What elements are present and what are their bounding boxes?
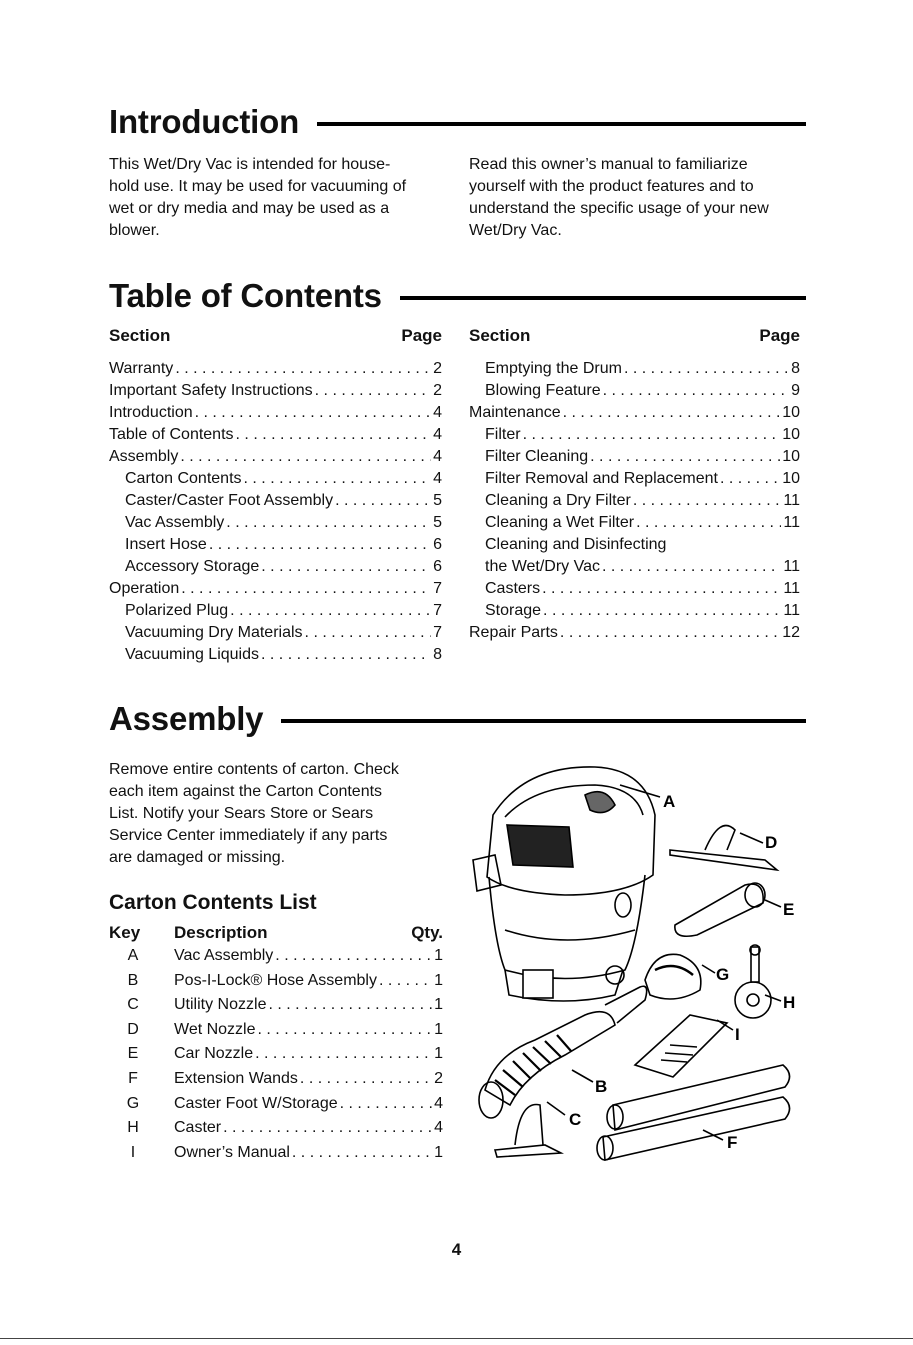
toc-leader-dots [261,644,431,666]
carton-leader-dots [268,996,432,1014]
toc-entry-page: 2 [433,360,442,377]
toc-entry-label: Filter Removal and Replacement [485,470,718,487]
toc-leader-dots [636,512,781,534]
toc-entry-page: 2 [433,382,442,399]
toc-entry [469,380,800,402]
toc-leader-dots [315,380,431,402]
toc-entry [469,578,800,600]
toc-entry-page: 5 [433,492,442,509]
carton-leader-dots [292,1144,432,1162]
label-h: H [783,993,796,1012]
toc-entry [109,622,442,644]
label-a: A [663,792,676,811]
toc-entry [469,424,800,446]
label-i: I [735,1025,740,1044]
toc-entry-label: Cleaning a Wet Filter [485,514,635,531]
page-number: 4 [451,1240,462,1259]
toc-entry-page: 11 [783,558,800,575]
toc-entry-page: 7 [433,602,442,619]
carton-row [109,1095,443,1120]
assembly-title: Assembly [109,700,264,737]
toc-entry-page: 8 [791,360,800,377]
toc-leader-dots [305,622,432,644]
toc-entry-page: 10 [782,448,800,465]
toc-entry [109,468,442,490]
toc-entry-label: Accessory Storage [125,558,260,575]
toc-entry-page: 11 [783,602,800,619]
hose-drawing [479,986,647,1118]
toc-entry-page: 5 [433,514,442,531]
toc-page-label: Page [759,326,800,345]
wet-nozzle-drawing [670,826,777,871]
toc-entry [109,644,442,666]
intro-right-text: Read this owner’s manual to familiarize yourself with the product features and to understand the specific usage of your new Wet/Dry Vac. [469,156,769,239]
toc-entry-page: 4 [433,426,442,443]
carton-key: D [127,1020,139,1038]
owners-manual-drawing [635,1015,727,1077]
carton-description: Extension Wands [174,1069,298,1087]
toc-entry [469,446,800,468]
carton-row [109,1070,443,1095]
assembly-text: Remove entire contents of carton. Check each item against the Carton Contents List. Notify your Sears Store or Sears Service Center immediately if any parts are damaged or missing. [109,761,399,866]
carton-key: F [128,1069,138,1087]
toc-left-column [109,325,442,666]
carton-leader-dots [275,947,432,965]
carton-description: Caster Foot W/Storage [174,1094,338,1112]
carton-row [109,1119,443,1144]
carton-row [109,972,443,997]
toc-right-list [469,358,800,644]
heading-rule [317,122,806,126]
toc-entry-label: Vac Assembly [125,514,225,531]
toc-entry [469,534,800,556]
toc-leader-dots [175,358,431,380]
toc-entry-page: 10 [782,404,800,421]
intro-right-column [469,154,809,242]
carton-key: E [127,1045,139,1063]
toc-entry [469,622,800,644]
toc-entry-page: 12 [782,624,800,641]
toc-entry-page: 6 [433,536,442,553]
carton-key: I [130,1143,136,1161]
carton-rows [109,947,443,1168]
carton-row [109,1144,443,1169]
qty-column-label: Qty. [411,923,443,942]
carton-leader-dots [379,972,432,990]
carton-row [109,947,443,972]
toc-leader-dots [603,380,789,402]
label-b: B [595,1077,608,1096]
toc-leader-dots [181,578,431,600]
toc-entry-page: 11 [783,514,800,531]
toc-entry [469,358,800,380]
utility-nozzle-drawing [495,1105,561,1158]
toc-entry [469,468,800,490]
toc-entry [109,600,442,622]
toc-entry-label: Filter [485,426,521,443]
carton-key: G [126,1094,140,1112]
toc-entry-label: Casters [485,580,541,597]
key-column-label: Key [109,923,141,942]
page-bottom-border [0,1338,913,1339]
toc-entry-label: Repair Parts [469,624,558,641]
toc-entry-label: Filter Cleaning [485,448,589,465]
toc-entry-label: Emptying the Drum [485,360,622,377]
toc-entry [109,578,442,600]
carton-qty: 2 [434,1069,443,1087]
toc-entry-page: 7 [433,624,442,641]
carton-qty: 4 [434,1119,443,1137]
toc-entry [109,556,442,578]
toc-left-list [109,358,442,666]
caster-drawing [735,945,771,1018]
carton-row [109,996,443,1021]
caster-foot-drawing [645,954,701,999]
toc-entry-label: Vacuuming Dry Materials [125,624,303,641]
toc-section-label: Section [109,326,171,345]
toc-leader-dots [523,424,781,446]
carton-contents-heading: Carton Contents List [109,891,317,914]
toc-entry-label: Warranty [109,360,174,377]
toc-entry-page: 4 [433,404,442,421]
heading-rule [281,719,806,723]
toc-entry-page: 7 [433,580,442,597]
carton-table-header [109,923,443,947]
toc-leader-dots [624,358,789,380]
carton-description: Car Nozzle [174,1045,254,1063]
extension-wands-drawing [597,1065,790,1160]
toc-entry-page: 6 [433,558,442,575]
toc-leader-dots [563,402,781,424]
vac-assembly-drawing [473,767,655,1001]
toc-entry [109,424,442,446]
label-d: D [765,833,778,852]
toc-entry-page: 11 [783,492,800,509]
label-c: C [569,1110,582,1129]
toc-leader-dots [720,468,780,490]
carton-qty: 1 [434,947,443,964]
toc-leader-dots [543,600,781,622]
toc-entry [109,534,442,556]
carton-description: Wet Nozzle [174,1020,256,1038]
toc-entry [109,512,442,534]
carton-key: C [127,996,139,1014]
toc-entry [469,512,800,534]
intro-left-text: This Wet/Dry Vac is intended for house- hold use. It may be used for vacuuming of wet or dry media and may be used as a blower. [109,156,407,239]
carton-leader-dots [340,1095,432,1113]
toc-entry-label: Blowing Feature [485,382,601,399]
carton-leader-dots [255,1045,432,1063]
toc-entry [109,380,442,402]
toc-entry-label: Insert Hose [125,536,207,553]
toc-right-header [469,325,800,347]
toc-entry-page: 8 [433,646,442,663]
toc-entry-label: Cleaning a Dry Filter [485,492,631,509]
carton-qty: 1 [434,996,443,1014]
carton-description: Pos-I-Lock® Hose Assembly [174,971,377,989]
toc-title: Table of Contents [109,277,382,314]
intro-left-column [109,154,449,242]
toc-entry-label: Introduction [109,404,193,421]
carton-row [109,1045,443,1070]
toc-entry [109,402,442,424]
heading-rule [400,296,806,300]
carton-key: A [127,947,139,964]
label-f: F [727,1133,738,1152]
carton-description: Caster [174,1119,222,1137]
toc-entry-label: Important Safety Instructions [109,382,313,399]
toc-entry [469,600,800,622]
toc-left-header [109,325,442,347]
toc-entry [109,446,442,468]
carton-contents-table [109,923,443,1168]
carton-qty: 4 [434,1094,443,1112]
toc-leader-dots [236,424,432,446]
description-column-label: Description [174,923,268,942]
toc-leader-dots [542,578,781,600]
toc-entry-page: 10 [782,470,800,487]
introduction-title: Introduction [109,103,300,140]
toc-right-column [469,325,800,644]
toc-entry-label: Cleaning and Disinfecting [485,536,667,553]
assembly-text-column [109,759,454,869]
carton-description: Vac Assembly [174,947,274,964]
carton-qty: 1 [434,971,443,989]
label-e: E [783,900,795,919]
toc-entry-label: Vacuuming Liquids [125,646,260,663]
toc-page-label: Page [401,326,442,345]
toc-entry-page: 11 [783,580,800,597]
car-nozzle-drawing [675,883,765,936]
toc-entry-page: 9 [791,382,800,399]
carton-key: B [127,971,139,989]
toc-leader-dots [244,468,432,490]
toc-leader-dots [226,512,431,534]
toc-entry-label: Maintenance [469,404,561,421]
toc-entry-label: Table of Contents [109,426,234,443]
carton-leader-dots [258,1021,433,1039]
label-g: G [716,965,730,984]
carton-qty: 1 [434,1020,443,1038]
toc-entry [109,490,442,512]
toc-entry [109,358,442,380]
carton-qty: 1 [434,1143,443,1161]
toc-entry-label: Operation [109,580,180,597]
toc-leader-dots [195,402,431,424]
toc-leader-dots [261,556,431,578]
toc-entry-page: 4 [433,470,442,487]
carton-row [109,1021,443,1046]
toc-entry [469,490,800,512]
toc-leader-dots [633,490,782,512]
toc-leader-dots [230,600,431,622]
toc-entry-label: Polarized Plug [125,602,229,619]
toc-entry-label: Assembly [109,448,179,465]
toc-section-label: Section [469,326,531,345]
toc-leader-dots [335,490,431,512]
toc-leader-dots [209,534,431,556]
carton-description: Utility Nozzle [174,996,267,1014]
carton-key: H [127,1119,139,1137]
toc-leader-dots [590,446,780,468]
toc-entry [469,556,800,578]
toc-entry-label: Caster/Caster Foot Assembly [125,492,334,509]
toc-leader-dots [602,556,781,578]
carton-qty: 1 [434,1045,443,1063]
parts-illustration [465,755,810,1175]
carton-leader-dots [300,1070,432,1088]
toc-entry-label: Carton Contents [125,470,242,487]
introduction-heading [109,103,806,141]
toc-entry-page: 4 [433,448,442,465]
toc-leader-dots [180,446,431,468]
toc-leader-dots [560,622,780,644]
toc-entry-label: Storage [485,602,542,619]
toc-entry-page: 10 [782,426,800,443]
assembly-heading [109,700,806,738]
carton-description: Owner’s Manual [174,1143,290,1161]
toc-entry [469,402,800,424]
toc-entry-label: the Wet/Dry Vac [485,558,600,575]
toc-heading [109,277,806,315]
carton-leader-dots [223,1119,432,1137]
